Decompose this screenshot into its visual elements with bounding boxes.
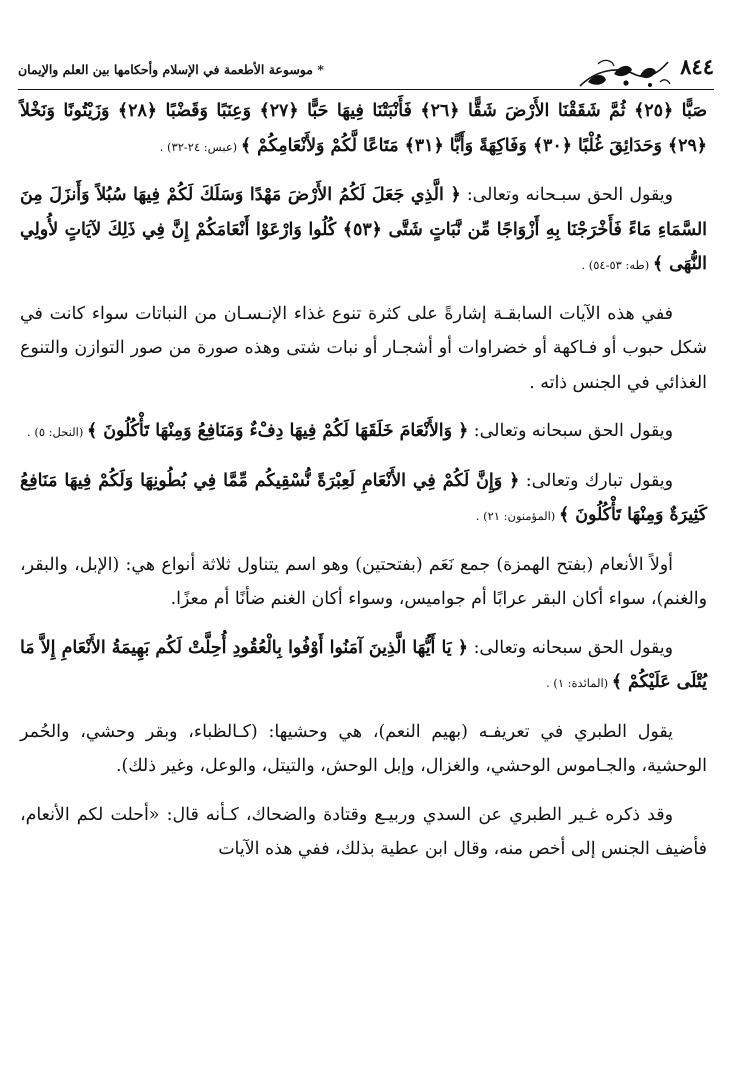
header-rule [18, 89, 714, 90]
text-segment: أولاً الأنعام (بفتح الهمزة) جمع نَعَم (بفتحتين) وهو اسم يتناول ثلاثة أنواع هي: (الإبل، والبقر، والغنم)، سواء أكان البقر عرابًا أم جواميس، وسواء أكان الغنم ضأنًا أم معزًا. [20, 554, 707, 609]
paragraph-p1 [20, 94, 707, 164]
paragraph-p4 [20, 414, 707, 450]
paragraph-p8 [20, 715, 707, 784]
paragraph-p6 [20, 548, 707, 617]
paragraph-p9 [20, 798, 707, 867]
text-segment: ويقول الحق سبـحانه وتعالى: [460, 185, 673, 205]
text-segment: وقد ذكره غـير الطبري عن السدي وربيـع وقتادة والضحاك، كـأنه قال: «أحلت لكم الأنعام، فأضيف الجنس إلى أخص منه، وقال ابن عطية بذلك، ففي هذه الآيات [20, 804, 707, 859]
text-segment: ويقول الحق سبحانه وتعالى: [468, 421, 673, 441]
verse-reference: (المائدة: ١) . [546, 676, 612, 690]
verse-reference: (عبس: ٢٤-٣٢) . [159, 139, 241, 154]
page-body [20, 94, 707, 867]
verse-reference: (طه: ٥٣-٥٤) . [581, 258, 653, 272]
floral-ornament-icon [574, 56, 674, 90]
text-segment: ويقول تبارك وتعالى: [519, 470, 674, 491]
quran-verse: ﴿ يَا أَيُّهَا الَّذِينَ آمَنُوا أَوْفُوا بِالْعُقُودِ أُحِلَّتْ لَكُم بَهِيمَةُ الأَنْعَامِ إِلاَّ مَا يُتْلَى عَلَيْكُمْ ﴾ [20, 637, 707, 692]
text-segment: ففي هذه الآيات السابقـة إشارةً على كثرة تنوع غذاء الإنـسـان من النباتات سواء كانت في شكل حبوب أو فـاكهة أو خضراوات أو أشجـار أو نبات شتى وهذه صورة من صور التوازن والتنوع الغذائي في الجنس ذاته . [20, 303, 707, 393]
paragraph-p7 [20, 631, 707, 701]
text-segment: ويقول الحق سبحانه وتعالى: [467, 637, 673, 658]
quran-verse: صَبًّا ﴿٢٥﴾ ثُمَّ شَقَقْنَا الأَرْضَ شَقًّا ﴿٢٦﴾ فَأَنْبَتْنَا فِيهَا حَبًّا ﴿٢٧﴾ وَعِنَبًا وَقَضْبًا ﴿٢٨﴾ وَزَيْتُونًا وَنَخْلاً ﴿٢٩﴾ وَحَدَائِقَ غُلْبًا ﴿٣٠﴾ وَفَاكِهَةً وَأَبًّا ﴿٣١﴾ مَتَاعًا لَّكُمْ وَلأَنْعَامِكُمْ ﴾ [20, 101, 707, 156]
quran-verse: ﴿ وَإِنَّ لَكُمْ فِي الأَنْعَامِ لَعِبْرَةً نُّسْقِيكُم مِّمَّا فِي بُطُونِهَا وَلَكُمْ فِيهَا مَنَافِعُ كَثِيرَةٌ وَمِنْهَا تَأْكُلُونَ ﴾ [20, 470, 707, 525]
quran-verse: ﴿ وَالأَنْعَامَ خَلَقَهَا لَكُمْ فِيهَا دِفْءٌ وَمَنَافِعُ وَمِنْهَا تَأْكُلُونَ ﴾ [87, 421, 469, 441]
paragraph-p3 [20, 297, 707, 401]
verse-reference: (النحل: ٥) . [27, 425, 87, 439]
paragraph-p5 [20, 464, 707, 534]
verse-reference: (المؤمنون: ٢١) . [475, 509, 559, 523]
paragraph-p2 [20, 178, 707, 283]
page-header [18, 54, 714, 88]
quran-verse: ﴿ الَّذِي جَعَلَ لَكُمُ الأَرْضَ مَهْدًا وَسَلَكَ لَكُمْ فِيهَا سُبُلاً وَأَنزَلَ مِنَ السَّمَاءِ مَاءً فَأَخْرَجْنَا بِهِ أَزْوَاجًا مِّن نَّبَاتٍ شَتَّى ﴿٥٣﴾ كُلُوا وَارْعَوْا أَنْعَامَكُمْ إِنَّ فِي ذَلِكَ لآيَاتٍ لأُولِي النُّهَى ﴾ [20, 185, 707, 274]
page-number: ٨٤٤ [680, 54, 714, 79]
text-segment: يقول الطبري في تعريفـه (بهيم النعم)، هي وحشيها: (كـالظباء، وبقر وحشي، والحُمر الوحشية، والجـاموس الوحشي، والغزال، وإبل الوحش، والتيتل، والوعل، وغير ذلك). [20, 721, 707, 776]
running-title: * موسوعة الأطعمة في الإسلام وأحكامها بين العلم والإيمان [18, 62, 324, 77]
